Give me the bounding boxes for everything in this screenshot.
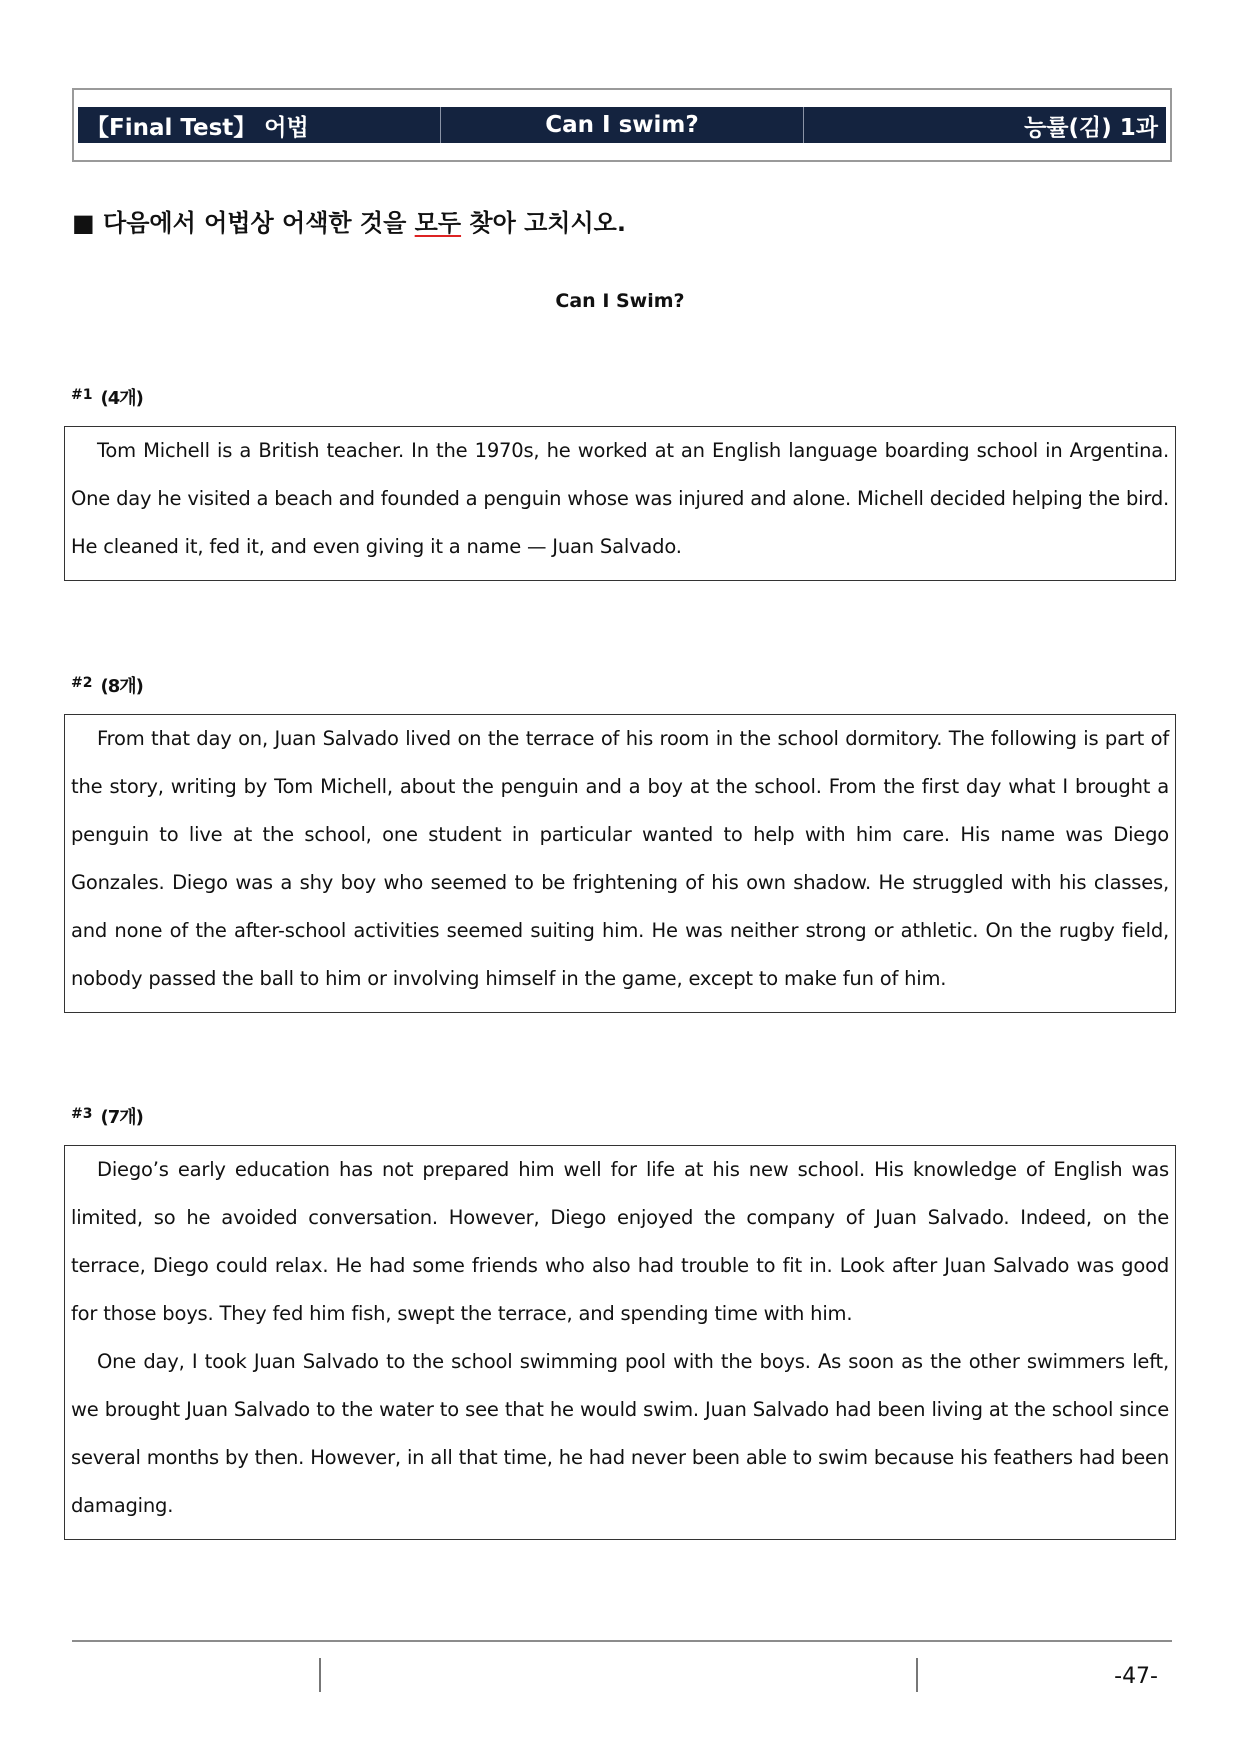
footer-separator xyxy=(916,1658,918,1692)
question-number: #1 xyxy=(71,387,93,403)
instruction-underlined: 모두 xyxy=(414,209,462,237)
question-2-passage xyxy=(64,714,1176,1013)
instruction xyxy=(72,203,626,238)
instruction-suffix: 찾아 고치시오. xyxy=(461,209,626,237)
question-1-label xyxy=(71,384,143,410)
error-count: (8개) xyxy=(100,676,143,697)
question-1-passage xyxy=(64,426,1176,581)
header-frame xyxy=(72,88,1172,162)
question-3-label xyxy=(71,1103,143,1129)
question-3-passage xyxy=(64,1145,1176,1540)
question-number: #3 xyxy=(71,1106,93,1122)
passage-paragraph: One day, I took Juan Salvado to the school swimming pool with the boys. As soon as the other swimmers left, we brought Juan Salvado to the water to see that he would swim. Juan Salvado had been living at the school since several months by then. However, in all that time, he had never been able to swim because his feathers had been damaging. xyxy=(71,1350,1169,1517)
error-count: (4개) xyxy=(100,388,143,409)
footer-divider xyxy=(72,1640,1172,1642)
passage-paragraph: Tom Michell is a British teacher. In the 1970s, he worked at an English language boarding school in Argentina. One day he visited a beach and founded a penguin whose was injured and alone. Michell decided helping the bird. He cleaned it, fed it, and even giving it a name — Juan Salvado. xyxy=(71,439,1169,558)
header-lesson-title: Can I swim? xyxy=(440,107,803,143)
footer-separator xyxy=(319,1658,321,1692)
question-number: #2 xyxy=(71,675,93,691)
question-2-label xyxy=(71,672,143,698)
story-title: Can I Swim? xyxy=(555,290,685,312)
header-textbook-label: 능률(김) 1과 xyxy=(803,107,1166,143)
header-bar xyxy=(78,107,1166,143)
passage-paragraph: Diego’s early education has not prepared him well for life at his new school. His knowledge of English was limited, so he avoided conversation. However, Diego enjoyed the company of Juan Salvado. Indeed, on the terrace, Diego could relax. He had some friends who also had trouble to fit in. Look after Juan Salvado was good for those boys. They fed him fish, swept the terrace, and spending time with him. xyxy=(71,1158,1169,1325)
instruction-prefix: ■ 다음에서 어법상 어색한 것을 xyxy=(72,209,415,237)
header-test-title: 【Final Test】 어법 xyxy=(86,114,309,141)
page-number: -47- xyxy=(1114,1664,1158,1689)
error-count: (7개) xyxy=(100,1107,143,1128)
passage-paragraph: From that day on, Juan Salvado lived on the terrace of his room in the school dormitory. The following is part of the story, writing by Tom Michell, about the penguin and a boy at the school. From the first day what I brought a penguin to live at the school, one student in particular wanted to help with him care. His name was Diego Gonzales. Diego was a shy boy who seemed to be frightening of his own shadow. He struggled with his classes, and none of the after-school activities seemed suiting him. He was neither strong or athletic. On the rugby field, nobody passed the ball to him or involving himself in the game, except to make fun of him. xyxy=(71,727,1169,990)
